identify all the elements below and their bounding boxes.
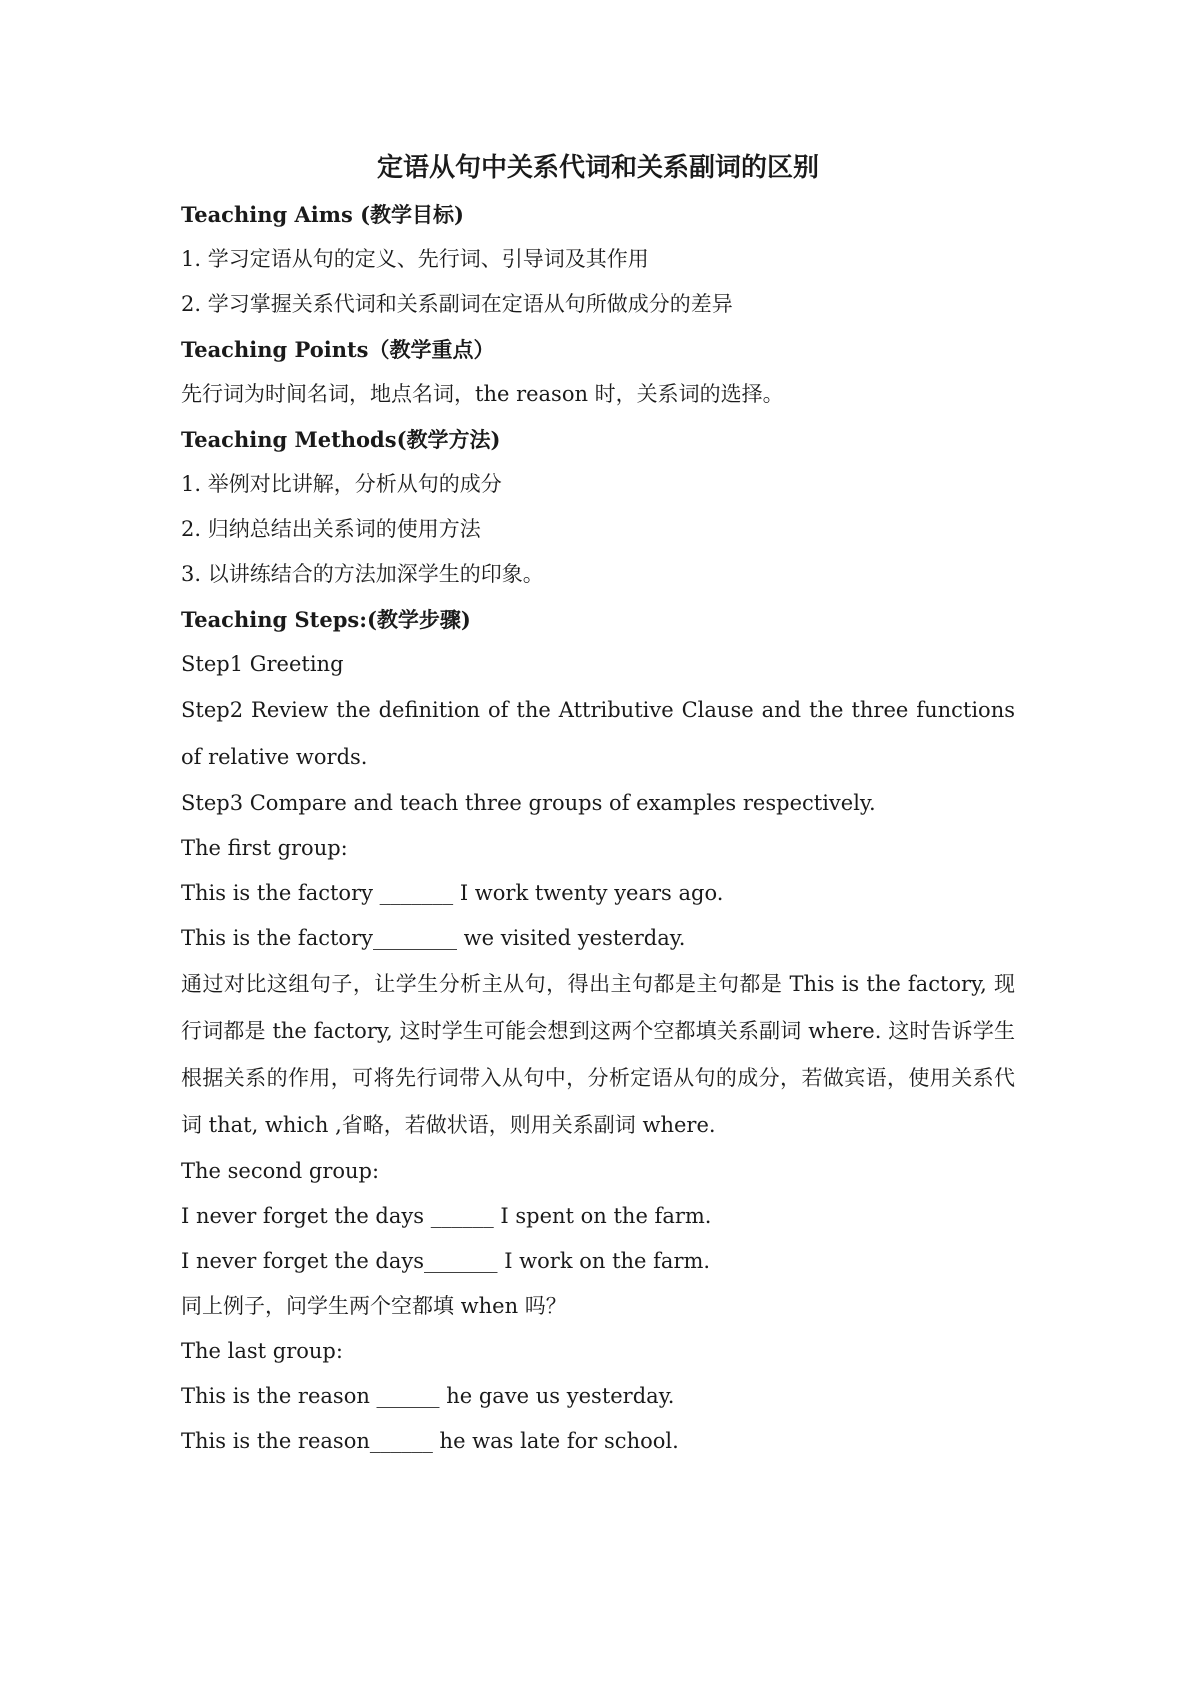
group2-label: The second group: [181, 1159, 380, 1183]
method-item-1: 1. 举例对比讲解，分析从句的成分 [181, 472, 502, 496]
points-heading: Teaching Points（教学重点） [181, 337, 495, 362]
group1-label: The first group: [181, 836, 348, 860]
step-3: Step3 Compare and teach three groups of examples respectively. [181, 791, 876, 815]
group1-explanation: 通过对比这组句子，让学生分析主从句，得出主句都是主句都是 This is the factory, 现行词都是 the factory, 这时学生可能会想到这两个空都填关系副词 where. 这时告诉学生根据关系的作用，可将先行词带入从句中，分析定语从句的成分，若做宾语，使用关系代词 that, which ,省略，若做状语，则用关系副词 where. [181, 972, 1015, 1137]
points-text: 先行词为时间名词，地点名词，the reason 时，关系词的选择。 [181, 382, 784, 406]
group3-sentence-1: This is the reason ______ he gave us yesterday. [181, 1384, 675, 1408]
group2-explanation: 同上例子，问学生两个空都填 when 吗？ [181, 1294, 567, 1318]
group2-sentence-2: I never forget the days_______ I work on the farm. [181, 1249, 711, 1273]
aim-item-1: 1. 学习定语从句的定义、先行词、引导词及其作用 [181, 247, 649, 271]
group1-sentence-2: This is the factory________ we visited yesterday. [181, 926, 686, 950]
document-page [181, 150, 1015, 1464]
step-2: Step2 Review the definition of the Attributive Clause and the three functions of relative words. [181, 698, 1015, 769]
method-item-3: 3. 以讲练结合的方法加深学生的印象。 [181, 562, 544, 586]
method-item-2: 2. 归纳总结出关系词的使用方法 [181, 517, 481, 541]
step-1: Step1 Greeting [181, 652, 344, 676]
aims-heading: Teaching Aims (教学目标) [181, 202, 464, 227]
group1-sentence-1: This is the factory _______ I work twenty years ago. [181, 881, 724, 905]
aim-item-2: 2. 学习掌握关系代词和关系副词在定语从句所做成分的差异 [181, 292, 733, 316]
group2-sentence-1: I never forget the days ______ I spent on the farm. [181, 1204, 712, 1228]
group3-sentence-2: This is the reason______ he was late for school. [181, 1429, 679, 1453]
document-title: 定语从句中关系代词和关系副词的区别 [376, 153, 819, 183]
group3-label: The last group: [181, 1339, 343, 1363]
steps-heading: Teaching Steps:(教学步骤) [181, 607, 471, 632]
methods-heading: Teaching Methods(教学方法) [181, 427, 501, 452]
